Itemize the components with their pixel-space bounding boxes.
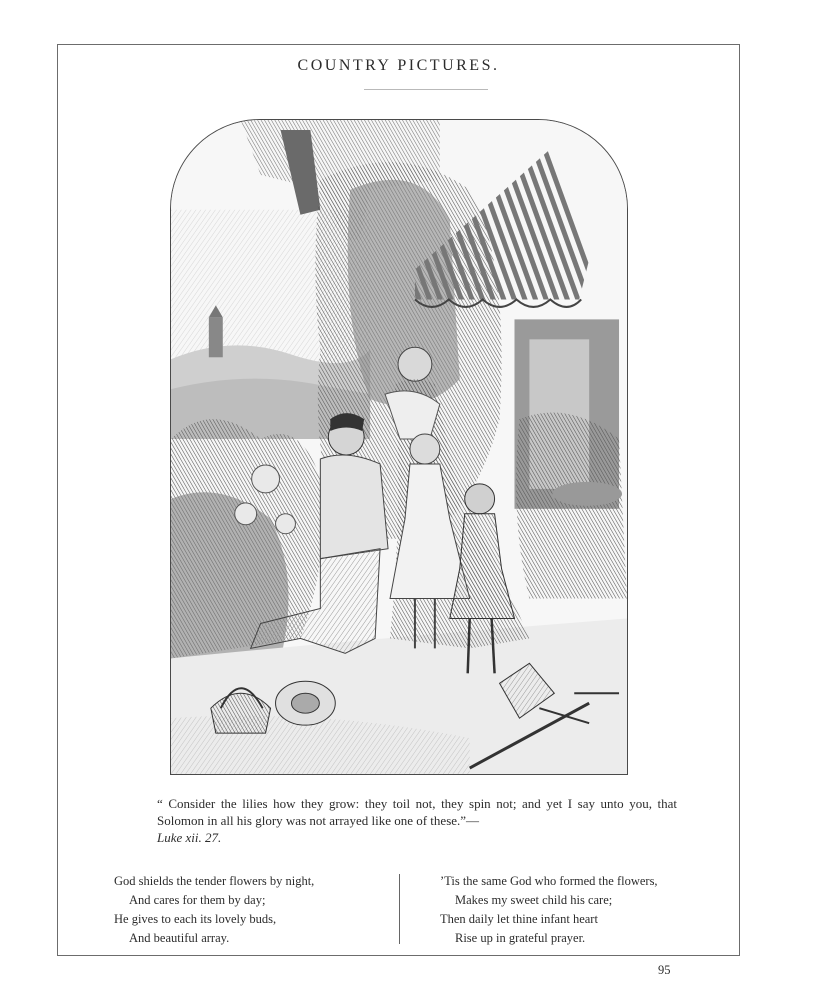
page-number: 95 (658, 963, 671, 977)
poem-line: ’Tis the same God who formed the flowers, (440, 874, 658, 888)
scripture-quote (157, 795, 677, 846)
poem-line: Makes my sweet child his care; (455, 893, 613, 907)
poem-stanza-left (114, 872, 394, 948)
page-title: COUNTRY PICTURES. (297, 57, 500, 74)
poem-line: Rise up in grateful prayer. (455, 931, 586, 945)
quote-reference-text: Luke xii. 27. (157, 830, 222, 845)
quote-text: “ Consider the lilies how they grow: they toil not, they spin not; and yet I say unto you, that Solomon in all his glory was not arrayed like one of these.”— (157, 796, 677, 828)
poem-line: God shields the tender flowers by night, (114, 874, 315, 888)
poem-line: And cares for them by day; (129, 893, 266, 907)
poem-divider (399, 874, 400, 944)
engraving-drawing (171, 120, 627, 774)
poem-line: Then daily let thine infant heart (440, 912, 598, 926)
engraving-illustration (170, 119, 628, 775)
quote-reference (157, 829, 677, 846)
poem-stanza-right (440, 872, 720, 948)
poem-line: He gives to each its lovely buds, (114, 912, 277, 926)
title-rule (364, 89, 488, 90)
poem-line: And beautiful array. (129, 931, 230, 945)
